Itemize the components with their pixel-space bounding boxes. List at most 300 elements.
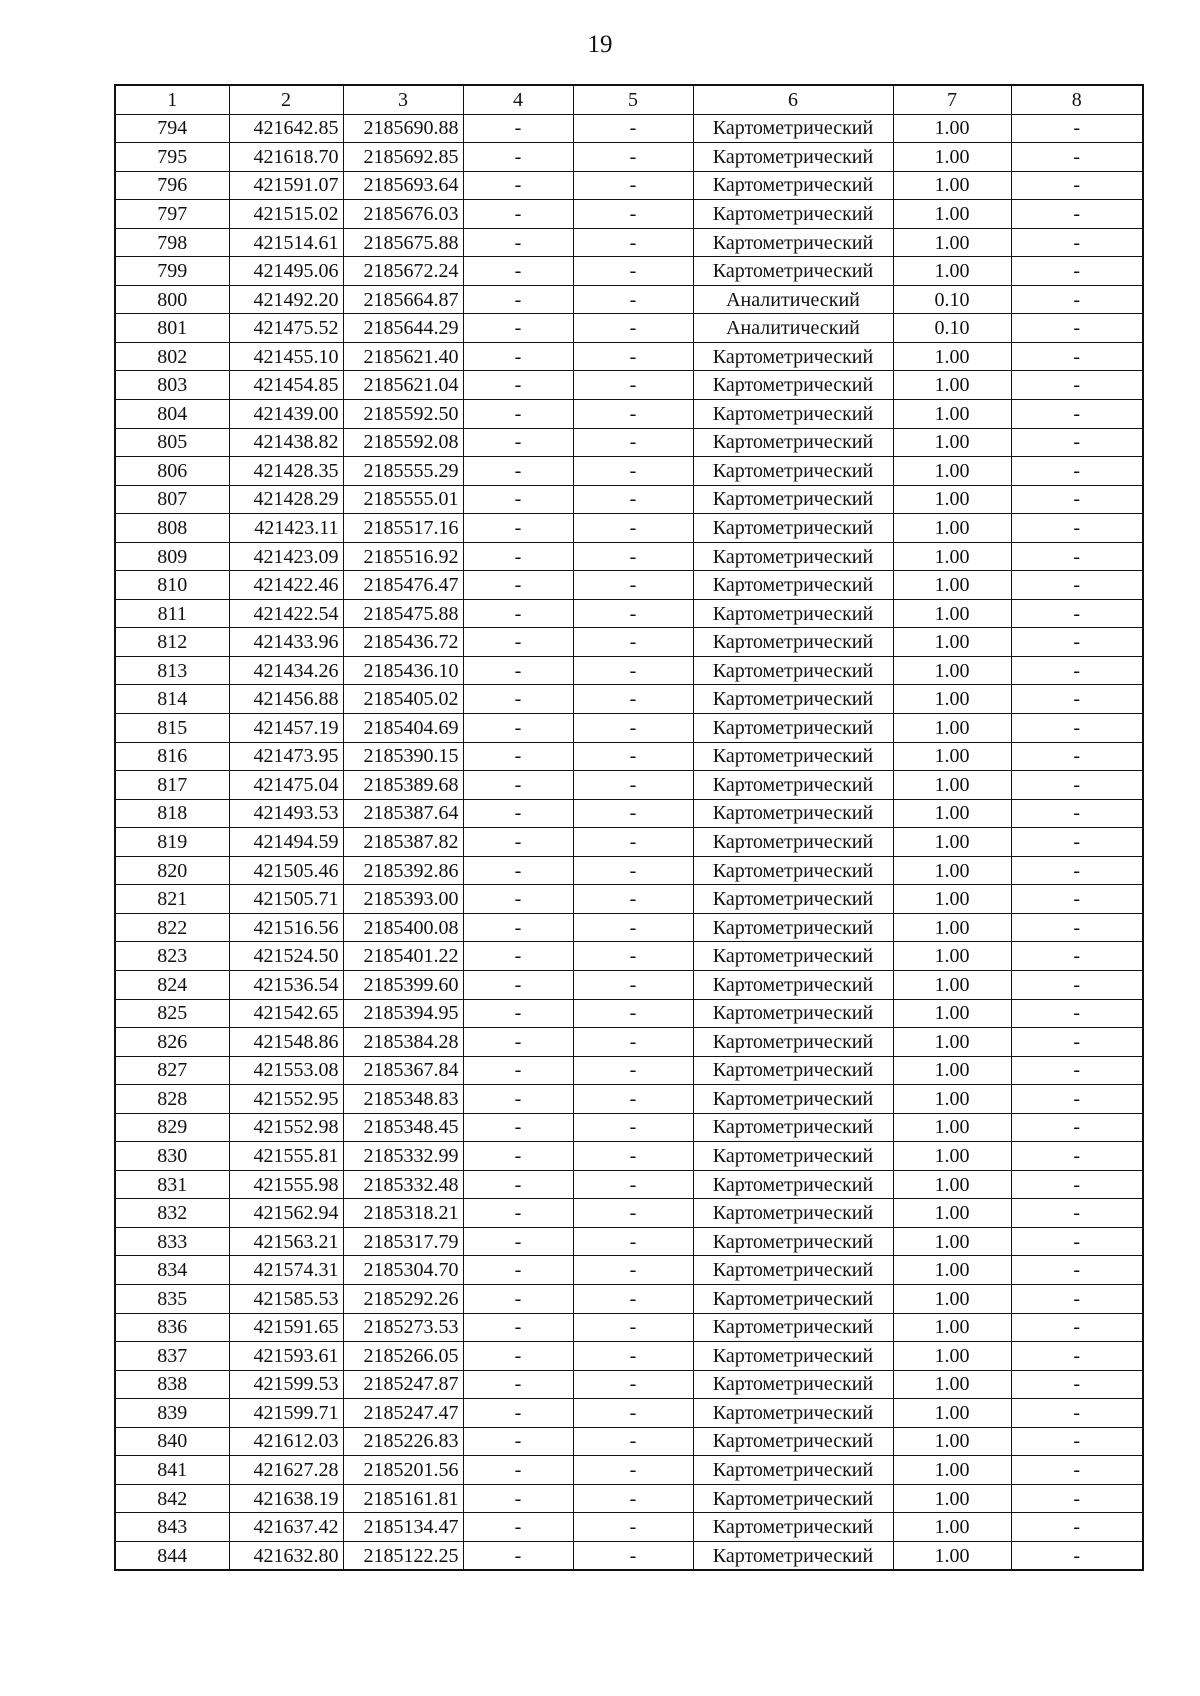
cell-point-number: 805 xyxy=(115,428,229,457)
cell-col-8: - xyxy=(1011,285,1143,314)
cell-col-4: - xyxy=(463,400,573,429)
table-row xyxy=(115,1170,1143,1199)
cell-col-5: - xyxy=(573,1541,693,1570)
cell-accuracy: 1.00 xyxy=(893,428,1011,457)
cell-y-coordinate: 2185392.86 xyxy=(343,856,463,885)
cell-method: Картометрический xyxy=(693,571,893,600)
cell-col-4: - xyxy=(463,171,573,200)
cell-x-coordinate: 421505.46 xyxy=(229,856,343,885)
cell-y-coordinate: 2185404.69 xyxy=(343,714,463,743)
cell-y-coordinate: 2185517.16 xyxy=(343,514,463,543)
cell-col-4: - xyxy=(463,342,573,371)
cell-y-coordinate: 2185555.29 xyxy=(343,457,463,486)
cell-col-8: - xyxy=(1011,342,1143,371)
cell-col-4: - xyxy=(463,143,573,172)
cell-col-5: - xyxy=(573,514,693,543)
cell-col-5: - xyxy=(573,1227,693,1256)
column-header-3: 3 xyxy=(343,85,463,114)
cell-accuracy: 1.00 xyxy=(893,828,1011,857)
cell-point-number: 821 xyxy=(115,885,229,914)
cell-x-coordinate: 421524.50 xyxy=(229,942,343,971)
cell-method: Картометрический xyxy=(693,685,893,714)
cell-x-coordinate: 421473.95 xyxy=(229,742,343,771)
cell-col-5: - xyxy=(573,143,693,172)
cell-y-coordinate: 2185692.85 xyxy=(343,143,463,172)
cell-col-5: - xyxy=(573,685,693,714)
cell-col-8: - xyxy=(1011,257,1143,286)
cell-accuracy: 0.10 xyxy=(893,314,1011,343)
cell-col-5: - xyxy=(573,742,693,771)
cell-point-number: 824 xyxy=(115,970,229,999)
cell-col-5: - xyxy=(573,1142,693,1171)
cell-accuracy: 1.00 xyxy=(893,542,1011,571)
cell-col-5: - xyxy=(573,1456,693,1485)
cell-col-8: - xyxy=(1011,999,1143,1028)
cell-point-number: 820 xyxy=(115,856,229,885)
cell-accuracy: 1.00 xyxy=(893,457,1011,486)
cell-point-number: 826 xyxy=(115,1028,229,1057)
cell-point-number: 838 xyxy=(115,1370,229,1399)
cell-x-coordinate: 421612.03 xyxy=(229,1427,343,1456)
table-row xyxy=(115,371,1143,400)
cell-point-number: 818 xyxy=(115,799,229,828)
cell-col-5: - xyxy=(573,457,693,486)
cell-x-coordinate: 421555.81 xyxy=(229,1142,343,1171)
cell-col-8: - xyxy=(1011,200,1143,229)
cell-point-number: 843 xyxy=(115,1513,229,1542)
table-row xyxy=(115,599,1143,628)
cell-method: Картометрический xyxy=(693,400,893,429)
cell-col-5: - xyxy=(573,485,693,514)
cell-col-5: - xyxy=(573,1427,693,1456)
cell-x-coordinate: 421475.52 xyxy=(229,314,343,343)
cell-point-number: 840 xyxy=(115,1427,229,1456)
table-row xyxy=(115,913,1143,942)
cell-accuracy: 1.00 xyxy=(893,143,1011,172)
cell-col-4: - xyxy=(463,1085,573,1114)
cell-col-5: - xyxy=(573,1113,693,1142)
cell-col-8: - xyxy=(1011,656,1143,685)
cell-accuracy: 1.00 xyxy=(893,1313,1011,1342)
cell-col-5: - xyxy=(573,428,693,457)
cell-point-number: 801 xyxy=(115,314,229,343)
cell-col-8: - xyxy=(1011,1199,1143,1228)
cell-col-5: - xyxy=(573,1313,693,1342)
cell-y-coordinate: 2185592.50 xyxy=(343,400,463,429)
cell-col-5: - xyxy=(573,285,693,314)
cell-col-4: - xyxy=(463,1256,573,1285)
cell-accuracy: 1.00 xyxy=(893,571,1011,600)
cell-x-coordinate: 421433.96 xyxy=(229,628,343,657)
cell-point-number: 796 xyxy=(115,171,229,200)
column-header-2: 2 xyxy=(229,85,343,114)
cell-point-number: 803 xyxy=(115,371,229,400)
cell-method: Картометрический xyxy=(693,257,893,286)
cell-accuracy: 1.00 xyxy=(893,970,1011,999)
cell-y-coordinate: 2185401.22 xyxy=(343,942,463,971)
cell-x-coordinate: 421591.65 xyxy=(229,1313,343,1342)
table-row xyxy=(115,314,1143,343)
cell-method: Картометрический xyxy=(693,628,893,657)
cell-y-coordinate: 2185436.72 xyxy=(343,628,463,657)
cell-method: Картометрический xyxy=(693,371,893,400)
cell-method: Аналитический xyxy=(693,314,893,343)
cell-x-coordinate: 421637.42 xyxy=(229,1513,343,1542)
cell-point-number: 842 xyxy=(115,1484,229,1513)
cell-x-coordinate: 421627.28 xyxy=(229,1456,343,1485)
cell-col-4: - xyxy=(463,999,573,1028)
cell-method: Картометрический xyxy=(693,599,893,628)
cell-accuracy: 1.00 xyxy=(893,856,1011,885)
cell-accuracy: 1.00 xyxy=(893,1227,1011,1256)
table-row xyxy=(115,942,1143,971)
cell-method: Картометрический xyxy=(693,485,893,514)
cell-accuracy: 1.00 xyxy=(893,714,1011,743)
table-row xyxy=(115,428,1143,457)
cell-method: Картометрический xyxy=(693,714,893,743)
cell-accuracy: 1.00 xyxy=(893,228,1011,257)
cell-method: Картометрический xyxy=(693,342,893,371)
cell-col-4: - xyxy=(463,1342,573,1371)
table-row xyxy=(115,542,1143,571)
table-row xyxy=(115,400,1143,429)
cell-col-4: - xyxy=(463,1142,573,1171)
cell-col-4: - xyxy=(463,200,573,229)
cell-method: Картометрический xyxy=(693,742,893,771)
cell-point-number: 809 xyxy=(115,542,229,571)
column-header-4: 4 xyxy=(463,85,573,114)
table-header-row xyxy=(115,85,1143,114)
cell-col-5: - xyxy=(573,885,693,914)
cell-col-5: - xyxy=(573,1170,693,1199)
table-row xyxy=(115,1056,1143,1085)
cell-method: Картометрический xyxy=(693,1513,893,1542)
cell-method: Картометрический xyxy=(693,1427,893,1456)
cell-col-8: - xyxy=(1011,1541,1143,1570)
cell-col-4: - xyxy=(463,1199,573,1228)
cell-point-number: 837 xyxy=(115,1342,229,1371)
cell-col-8: - xyxy=(1011,400,1143,429)
cell-y-coordinate: 2185332.48 xyxy=(343,1170,463,1199)
table-body xyxy=(115,114,1143,1570)
cell-y-coordinate: 2185676.03 xyxy=(343,200,463,229)
cell-y-coordinate: 2185393.00 xyxy=(343,885,463,914)
cell-x-coordinate: 421599.53 xyxy=(229,1370,343,1399)
cell-point-number: 802 xyxy=(115,342,229,371)
cell-col-8: - xyxy=(1011,114,1143,143)
cell-x-coordinate: 421593.61 xyxy=(229,1342,343,1371)
cell-point-number: 828 xyxy=(115,1085,229,1114)
cell-col-8: - xyxy=(1011,1170,1143,1199)
cell-col-8: - xyxy=(1011,143,1143,172)
cell-x-coordinate: 421632.80 xyxy=(229,1541,343,1570)
cell-method: Картометрический xyxy=(693,970,893,999)
table-row xyxy=(115,1513,1143,1542)
cell-method: Картометрический xyxy=(693,771,893,800)
cell-point-number: 813 xyxy=(115,656,229,685)
cell-y-coordinate: 2185400.08 xyxy=(343,913,463,942)
cell-col-8: - xyxy=(1011,628,1143,657)
cell-accuracy: 1.00 xyxy=(893,200,1011,229)
table-row xyxy=(115,742,1143,771)
cell-y-coordinate: 2185475.88 xyxy=(343,599,463,628)
cell-y-coordinate: 2185390.15 xyxy=(343,742,463,771)
cell-col-8: - xyxy=(1011,514,1143,543)
cell-x-coordinate: 421514.61 xyxy=(229,228,343,257)
cell-col-4: - xyxy=(463,656,573,685)
cell-col-8: - xyxy=(1011,171,1143,200)
cell-method: Картометрический xyxy=(693,885,893,914)
cell-accuracy: 1.00 xyxy=(893,1456,1011,1485)
cell-y-coordinate: 2185161.81 xyxy=(343,1484,463,1513)
cell-col-4: - xyxy=(463,714,573,743)
cell-x-coordinate: 421562.94 xyxy=(229,1199,343,1228)
cell-y-coordinate: 2185476.47 xyxy=(343,571,463,600)
cell-y-coordinate: 2185621.04 xyxy=(343,371,463,400)
cell-y-coordinate: 2185675.88 xyxy=(343,228,463,257)
cell-accuracy: 1.00 xyxy=(893,1342,1011,1371)
cell-col-4: - xyxy=(463,828,573,857)
cell-y-coordinate: 2185394.95 xyxy=(343,999,463,1028)
cell-x-coordinate: 421552.98 xyxy=(229,1113,343,1142)
cell-col-4: - xyxy=(463,514,573,543)
cell-x-coordinate: 421423.09 xyxy=(229,542,343,571)
cell-col-5: - xyxy=(573,314,693,343)
cell-y-coordinate: 2185367.84 xyxy=(343,1056,463,1085)
cell-x-coordinate: 421515.02 xyxy=(229,200,343,229)
cell-col-5: - xyxy=(573,371,693,400)
cell-method: Картометрический xyxy=(693,1085,893,1114)
cell-method: Картометрический xyxy=(693,1056,893,1085)
cell-x-coordinate: 421536.54 xyxy=(229,970,343,999)
cell-col-8: - xyxy=(1011,742,1143,771)
table-row xyxy=(115,1399,1143,1428)
cell-accuracy: 1.00 xyxy=(893,913,1011,942)
cell-col-4: - xyxy=(463,742,573,771)
cell-col-4: - xyxy=(463,1399,573,1428)
cell-col-4: - xyxy=(463,1227,573,1256)
cell-method: Картометрический xyxy=(693,542,893,571)
cell-col-5: - xyxy=(573,1028,693,1057)
cell-method: Картометрический xyxy=(693,114,893,143)
page-number: 19 xyxy=(587,31,613,58)
cell-col-4: - xyxy=(463,1456,573,1485)
column-header-8: 8 xyxy=(1011,85,1143,114)
column-header-7: 7 xyxy=(893,85,1011,114)
cell-y-coordinate: 2185621.40 xyxy=(343,342,463,371)
cell-x-coordinate: 421599.71 xyxy=(229,1399,343,1428)
cell-x-coordinate: 421638.19 xyxy=(229,1484,343,1513)
cell-accuracy: 1.00 xyxy=(893,742,1011,771)
cell-method: Картометрический xyxy=(693,1342,893,1371)
cell-col-4: - xyxy=(463,114,573,143)
cell-col-5: - xyxy=(573,714,693,743)
cell-method: Картометрический xyxy=(693,457,893,486)
cell-col-8: - xyxy=(1011,942,1143,971)
cell-x-coordinate: 421493.53 xyxy=(229,799,343,828)
cell-col-8: - xyxy=(1011,228,1143,257)
cell-y-coordinate: 2185405.02 xyxy=(343,685,463,714)
cell-method: Картометрический xyxy=(693,856,893,885)
cell-x-coordinate: 421456.88 xyxy=(229,685,343,714)
cell-col-8: - xyxy=(1011,1113,1143,1142)
table-row xyxy=(115,771,1143,800)
cell-point-number: 830 xyxy=(115,1142,229,1171)
table-row xyxy=(115,1427,1143,1456)
table-row xyxy=(115,970,1143,999)
cell-accuracy: 1.00 xyxy=(893,799,1011,828)
cell-col-5: - xyxy=(573,1056,693,1085)
cell-point-number: 811 xyxy=(115,599,229,628)
cell-col-8: - xyxy=(1011,1484,1143,1513)
cell-method: Картометрический xyxy=(693,1227,893,1256)
cell-point-number: 844 xyxy=(115,1541,229,1570)
table-row xyxy=(115,114,1143,143)
cell-col-8: - xyxy=(1011,599,1143,628)
cell-col-4: - xyxy=(463,970,573,999)
cell-y-coordinate: 2185690.88 xyxy=(343,114,463,143)
column-header-5: 5 xyxy=(573,85,693,114)
cell-x-coordinate: 421585.53 xyxy=(229,1284,343,1313)
cell-accuracy: 0.10 xyxy=(893,285,1011,314)
cell-method: Картометрический xyxy=(693,1484,893,1513)
cell-y-coordinate: 2185644.29 xyxy=(343,314,463,343)
cell-y-coordinate: 2185555.01 xyxy=(343,485,463,514)
cell-col-5: - xyxy=(573,171,693,200)
table-row xyxy=(115,143,1143,172)
cell-accuracy: 1.00 xyxy=(893,1142,1011,1171)
cell-col-4: - xyxy=(463,1113,573,1142)
cell-point-number: 831 xyxy=(115,1170,229,1199)
cell-col-8: - xyxy=(1011,885,1143,914)
cell-col-8: - xyxy=(1011,1284,1143,1313)
cell-col-4: - xyxy=(463,257,573,286)
cell-col-5: - xyxy=(573,114,693,143)
cell-x-coordinate: 421454.85 xyxy=(229,371,343,400)
cell-method: Картометрический xyxy=(693,1370,893,1399)
cell-x-coordinate: 421492.20 xyxy=(229,285,343,314)
table-row xyxy=(115,656,1143,685)
cell-col-8: - xyxy=(1011,856,1143,885)
cell-col-5: - xyxy=(573,257,693,286)
cell-point-number: 794 xyxy=(115,114,229,143)
cell-point-number: 822 xyxy=(115,913,229,942)
cell-col-5: - xyxy=(573,200,693,229)
cell-method: Картометрический xyxy=(693,1170,893,1199)
table-row xyxy=(115,1456,1143,1485)
cell-col-5: - xyxy=(573,571,693,600)
cell-x-coordinate: 421574.31 xyxy=(229,1256,343,1285)
cell-col-4: - xyxy=(463,799,573,828)
cell-accuracy: 1.00 xyxy=(893,1256,1011,1285)
cell-accuracy: 1.00 xyxy=(893,656,1011,685)
table-row xyxy=(115,1342,1143,1371)
cell-point-number: 825 xyxy=(115,999,229,1028)
cell-col-5: - xyxy=(573,799,693,828)
cell-col-4: - xyxy=(463,913,573,942)
table-row xyxy=(115,1256,1143,1285)
cell-point-number: 807 xyxy=(115,485,229,514)
table-row xyxy=(115,714,1143,743)
cell-y-coordinate: 2185592.08 xyxy=(343,428,463,457)
cell-col-5: - xyxy=(573,999,693,1028)
cell-y-coordinate: 2185516.92 xyxy=(343,542,463,571)
cell-x-coordinate: 421563.21 xyxy=(229,1227,343,1256)
cell-method: Картометрический xyxy=(693,1142,893,1171)
cell-x-coordinate: 421505.71 xyxy=(229,885,343,914)
cell-y-coordinate: 2185389.68 xyxy=(343,771,463,800)
cell-col-5: - xyxy=(573,1370,693,1399)
cell-col-5: - xyxy=(573,942,693,971)
cell-method: Картометрический xyxy=(693,1456,893,1485)
cell-point-number: 839 xyxy=(115,1399,229,1428)
cell-col-4: - xyxy=(463,228,573,257)
cell-y-coordinate: 2185672.24 xyxy=(343,257,463,286)
table-row xyxy=(115,342,1143,371)
cell-point-number: 800 xyxy=(115,285,229,314)
cell-x-coordinate: 421457.19 xyxy=(229,714,343,743)
cell-col-5: - xyxy=(573,599,693,628)
cell-y-coordinate: 2185247.87 xyxy=(343,1370,463,1399)
table-row xyxy=(115,1227,1143,1256)
cell-method: Картометрический xyxy=(693,1199,893,1228)
table-row xyxy=(115,257,1143,286)
cell-col-8: - xyxy=(1011,1342,1143,1371)
cell-y-coordinate: 2185348.45 xyxy=(343,1113,463,1142)
table-row xyxy=(115,200,1143,229)
cell-x-coordinate: 421438.82 xyxy=(229,428,343,457)
cell-col-8: - xyxy=(1011,685,1143,714)
cell-col-5: - xyxy=(573,828,693,857)
cell-accuracy: 1.00 xyxy=(893,371,1011,400)
cell-col-8: - xyxy=(1011,314,1143,343)
cell-accuracy: 1.00 xyxy=(893,1028,1011,1057)
cell-point-number: 827 xyxy=(115,1056,229,1085)
cell-col-4: - xyxy=(463,599,573,628)
cell-y-coordinate: 2185387.64 xyxy=(343,799,463,828)
table-row xyxy=(115,485,1143,514)
cell-x-coordinate: 421555.98 xyxy=(229,1170,343,1199)
cell-col-4: - xyxy=(463,571,573,600)
cell-col-8: - xyxy=(1011,1427,1143,1456)
cell-method: Картометрический xyxy=(693,1113,893,1142)
cell-col-4: - xyxy=(463,771,573,800)
cell-accuracy: 1.00 xyxy=(893,1399,1011,1428)
cell-point-number: 816 xyxy=(115,742,229,771)
cell-point-number: 798 xyxy=(115,228,229,257)
cell-col-8: - xyxy=(1011,714,1143,743)
cell-accuracy: 1.00 xyxy=(893,1085,1011,1114)
cell-col-8: - xyxy=(1011,1370,1143,1399)
cell-method: Картометрический xyxy=(693,1256,893,1285)
cell-col-4: - xyxy=(463,371,573,400)
cell-x-coordinate: 421439.00 xyxy=(229,400,343,429)
cell-point-number: 832 xyxy=(115,1199,229,1228)
cell-y-coordinate: 2185693.64 xyxy=(343,171,463,200)
cell-col-4: - xyxy=(463,457,573,486)
cell-y-coordinate: 2185399.60 xyxy=(343,970,463,999)
cell-point-number: 815 xyxy=(115,714,229,743)
cell-method: Картометрический xyxy=(693,942,893,971)
cell-col-5: - xyxy=(573,400,693,429)
cell-point-number: 836 xyxy=(115,1313,229,1342)
table-row xyxy=(115,1085,1143,1114)
cell-point-number: 804 xyxy=(115,400,229,429)
cell-y-coordinate: 2185266.05 xyxy=(343,1342,463,1371)
cell-y-coordinate: 2185292.26 xyxy=(343,1284,463,1313)
cell-col-8: - xyxy=(1011,913,1143,942)
cell-col-5: - xyxy=(573,970,693,999)
